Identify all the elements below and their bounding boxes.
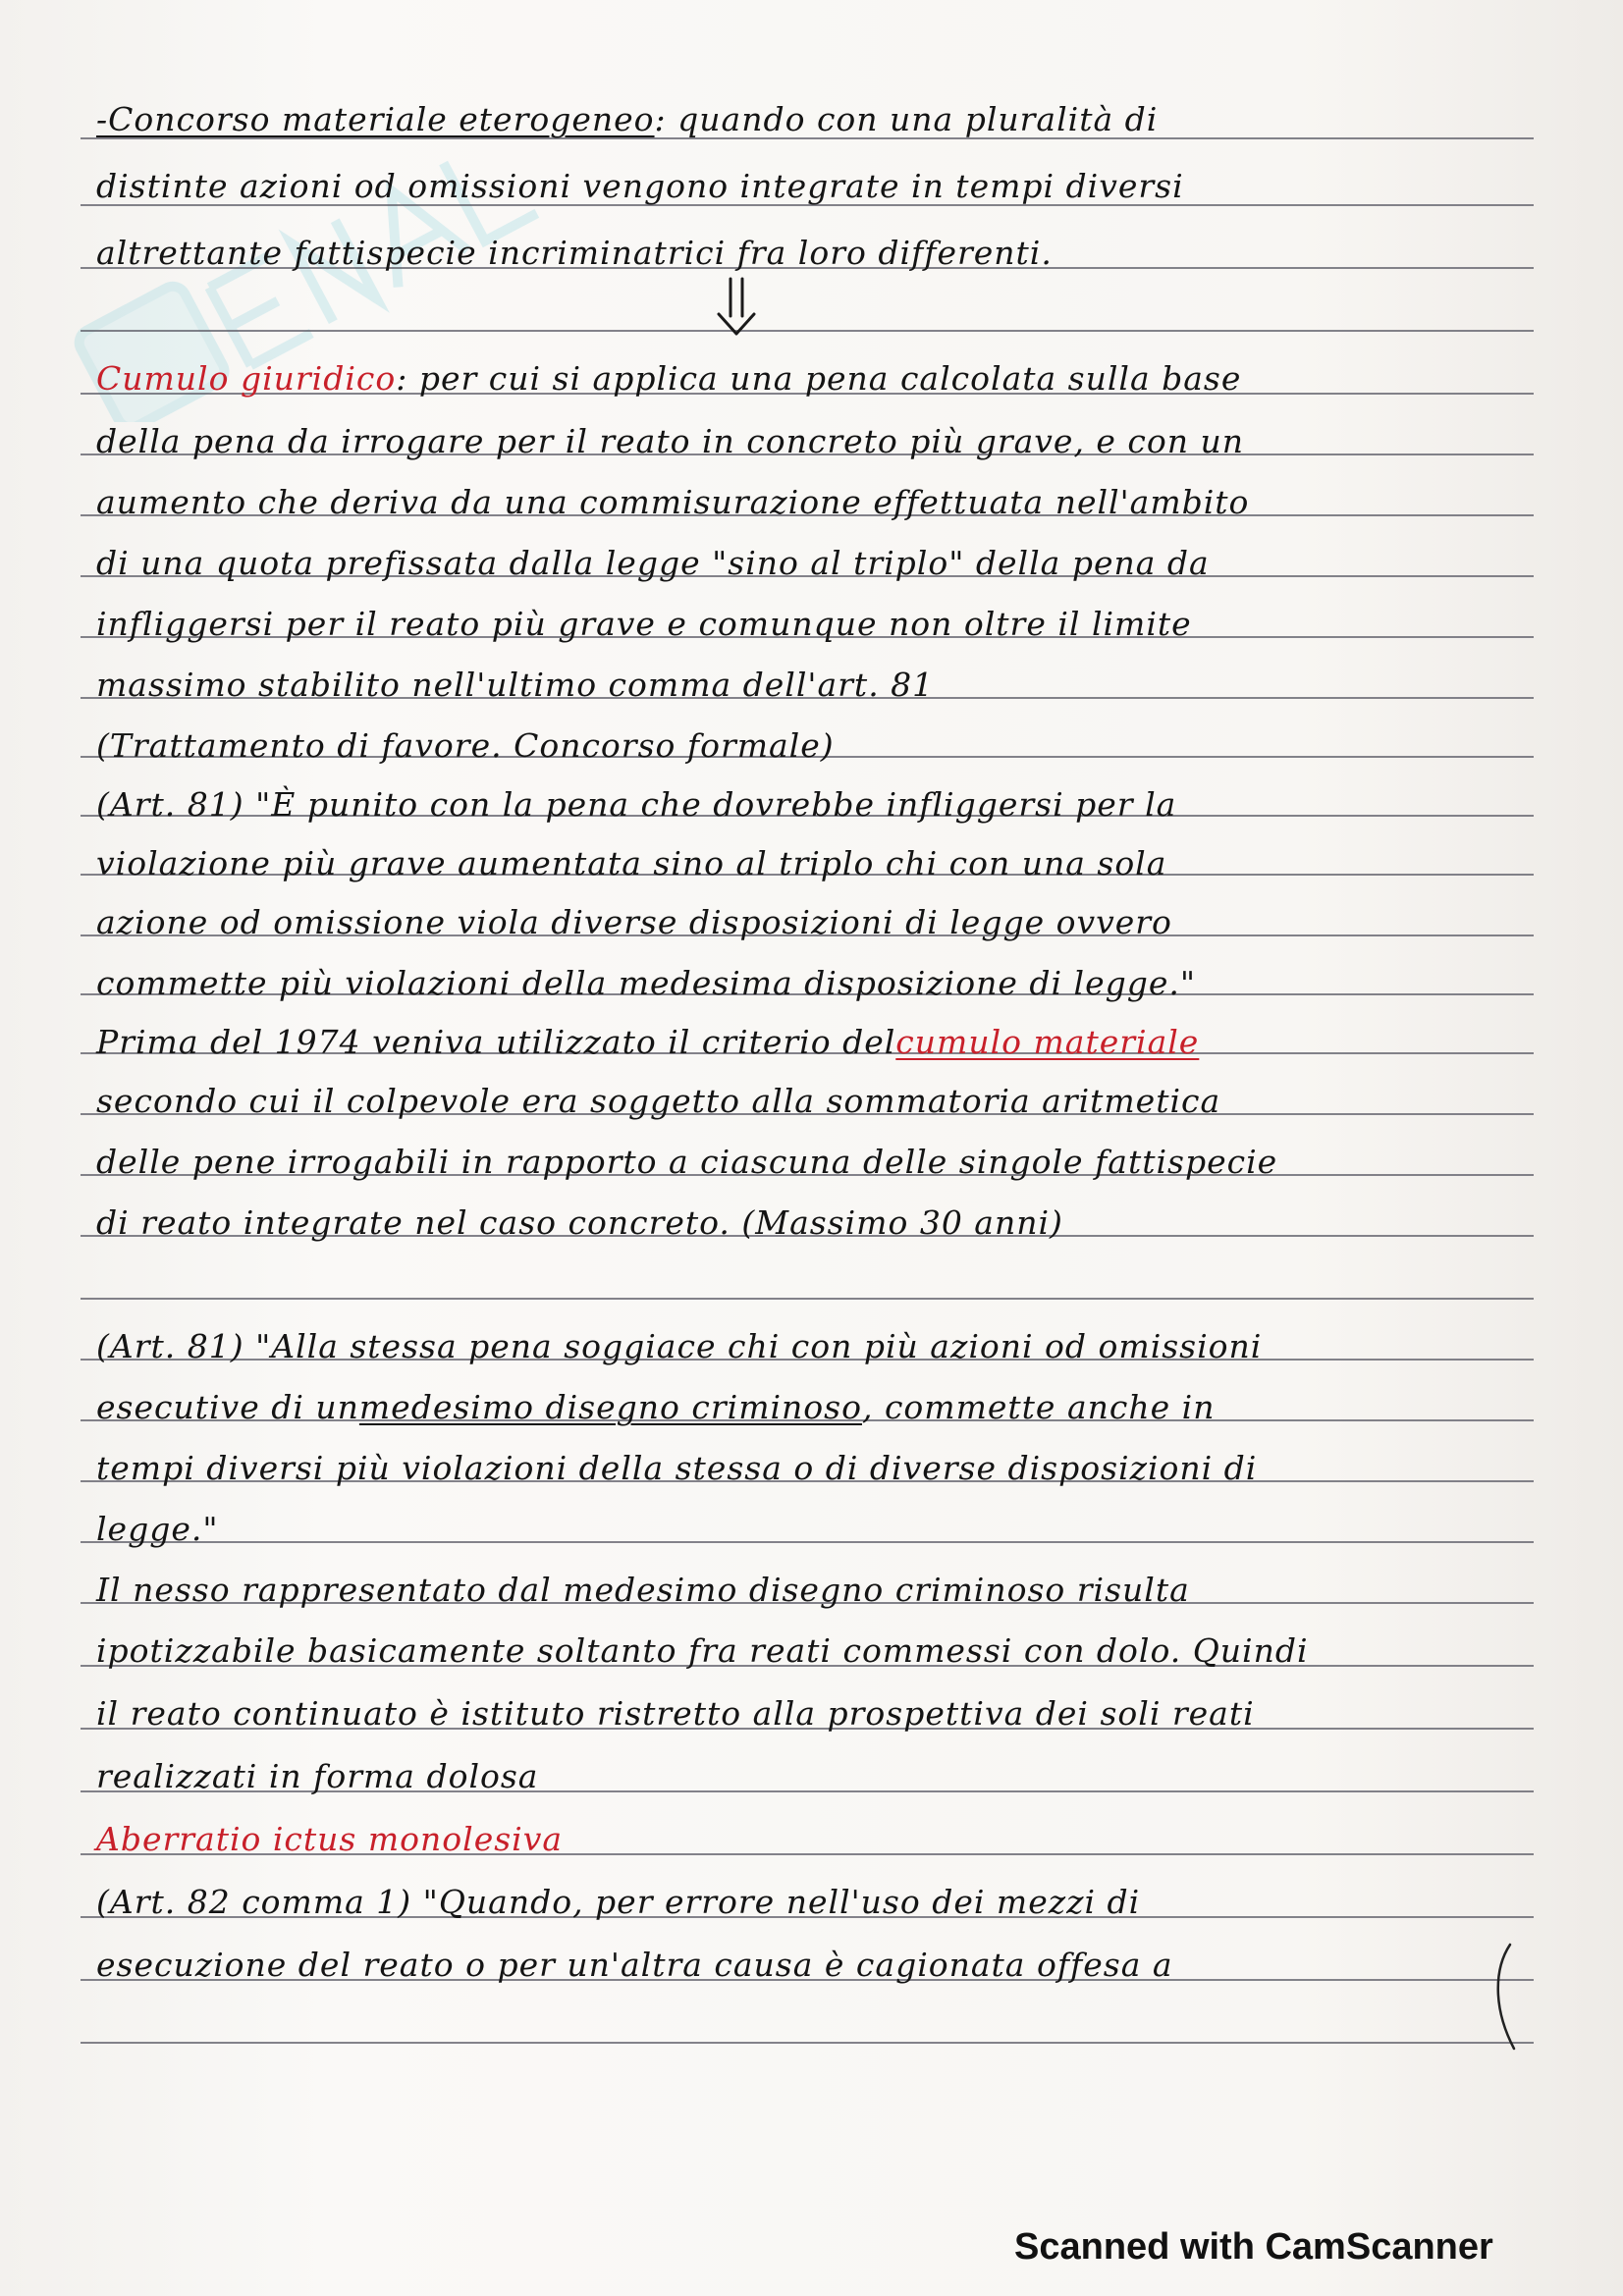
note-text: violazione più grave aumentata sino al triplo chi con una sola xyxy=(96,844,1167,882)
note-text: (Art. 81) "È punito con la pena che dovrebbe infliggersi per la xyxy=(96,785,1177,824)
note-line xyxy=(96,1800,1530,1858)
note-line xyxy=(96,147,1530,205)
note-line xyxy=(96,1612,1530,1670)
note-text: di una quota prefissata dalla legge "sino al triplo" della pena da xyxy=(96,544,1210,582)
note-line xyxy=(96,1184,1530,1242)
down-arrow-icon xyxy=(707,273,766,342)
note-text: (Art. 82 comma 1) "Quando, per errore nell'uso dei mezzi di xyxy=(96,1883,1141,1921)
section-heading: Cumulo giuridico xyxy=(96,359,397,398)
ruled-line xyxy=(81,1298,1534,1300)
note-line xyxy=(96,883,1530,941)
note-line xyxy=(96,825,1530,880)
note-text: aumento che deriva da una commisurazione effettuata nell'ambito xyxy=(96,483,1250,521)
note-text: altrettante fattispecie incriminatrici fra loro differenti. xyxy=(96,234,1053,272)
note-line xyxy=(96,340,1530,398)
note-text: tempi diversi più violazioni della stessa o di diverse disposizioni di xyxy=(96,1449,1258,1487)
note-text: il reato continuato è istituto ristretto alla prospettiva dei soli reati xyxy=(96,1694,1255,1733)
note-line xyxy=(96,766,1530,824)
note-text: esecutive di un xyxy=(96,1388,359,1426)
note-text: commette più violazioni della medesima disposizione di legge." xyxy=(96,964,1197,1002)
note-text: Prima del 1974 veniva utilizzato il criterio del xyxy=(96,1023,896,1061)
note-line xyxy=(96,1863,1530,1921)
note-line xyxy=(96,524,1530,582)
bracket-mark xyxy=(1483,1939,1522,2056)
note-text: , commette anche in xyxy=(861,1388,1216,1426)
note-line xyxy=(96,1551,1530,1609)
section-heading: -Concorso materiale eterogeneo xyxy=(96,100,655,138)
note-text: azione od omissione viola diverse disposizioni di legge ovvero xyxy=(96,903,1172,941)
note-text: distinte azioni od omissioni vengono integrate in tempi diversi xyxy=(96,167,1184,205)
note-text: (Art. 81) "Alla stessa pena soggiace chi con più azioni od omissioni xyxy=(96,1327,1263,1365)
note-text: : per cui si applica una pena calcolata sulla base xyxy=(396,359,1242,398)
note-text: della pena da irrogare per il reato in concreto più grave, e con un xyxy=(96,422,1245,460)
note-line xyxy=(96,1308,1530,1365)
section-heading: Aberratio ictus monolesiva xyxy=(96,1820,564,1858)
note-text: medesimo disegno criminoso xyxy=(358,1388,862,1426)
note-line xyxy=(96,707,1530,765)
note-text: infliggersi per il reato più grave e comunque non oltre il limite xyxy=(96,605,1192,643)
note-line xyxy=(96,1490,1530,1548)
note-text: delle pene irrogabili in rapporto a ciascuna delle singole fattispecie xyxy=(96,1143,1278,1181)
note-line xyxy=(96,402,1530,460)
note-text: legge." xyxy=(96,1510,219,1548)
note-line xyxy=(96,1926,1530,1984)
note-line xyxy=(96,646,1530,704)
ruled-line xyxy=(81,330,1534,332)
note-line xyxy=(96,1675,1530,1733)
note-text: massimo stabilito nell'ultimo comma dell'art. 81 xyxy=(96,666,935,704)
note-text: cumulo materiale xyxy=(895,1023,1200,1061)
note-text: (Trattamento di favore. Concorso formale) xyxy=(96,726,835,765)
note-text: realizzati in forma dolosa xyxy=(96,1757,539,1795)
note-line xyxy=(96,1003,1530,1061)
note-line xyxy=(96,1368,1530,1426)
note-line xyxy=(96,1429,1530,1487)
note-text: di reato integrate nel caso concreto. (Massimo 30 anni) xyxy=(96,1203,1063,1242)
note-line xyxy=(96,585,1530,643)
note-text: esecuzione del reato o per un'altra causa è cagionata offesa a xyxy=(96,1946,1173,1984)
note-line xyxy=(96,1062,1530,1120)
note-line xyxy=(96,214,1530,272)
note-text: : quando con una pluralità di xyxy=(654,100,1159,138)
ruled-line xyxy=(81,2042,1534,2044)
note-line xyxy=(96,1123,1530,1181)
scanner-watermark-text: Scanned with CamScanner xyxy=(1014,2226,1493,2268)
note-line xyxy=(96,944,1530,1002)
note-text: secondo cui il colpevole era soggetto alla sommatoria aritmetica xyxy=(96,1082,1221,1120)
note-text: ipotizzabile basicamente soltanto fra reati commessi con dolo. Quindi xyxy=(96,1631,1309,1670)
note-text: Il nesso rappresentato dal medesimo disegno criminoso risulta xyxy=(96,1571,1190,1609)
note-line xyxy=(96,80,1530,138)
note-line xyxy=(96,1737,1530,1795)
note-line xyxy=(96,463,1530,521)
